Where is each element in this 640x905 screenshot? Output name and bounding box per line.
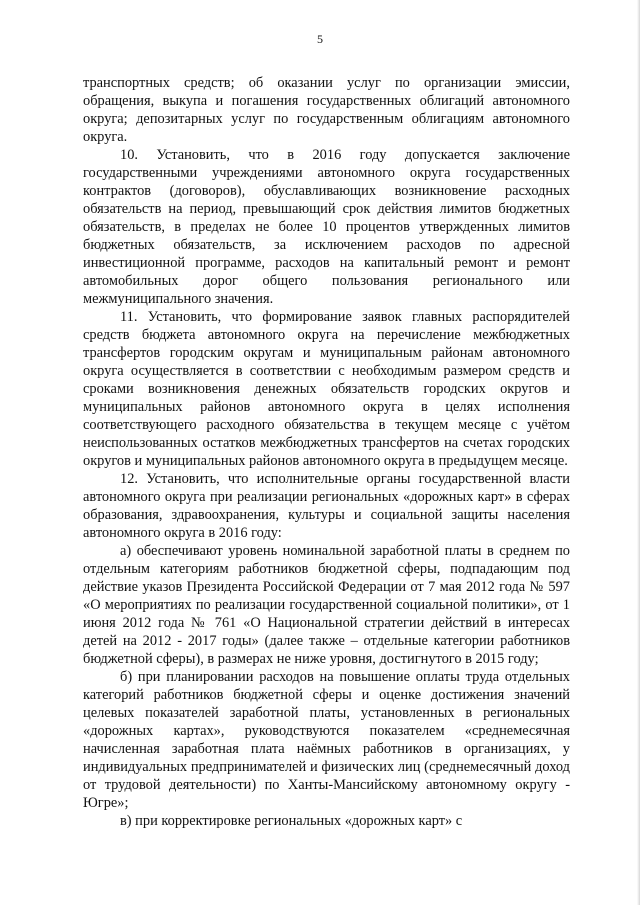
document-body	[83, 74, 570, 830]
subparagraph-b: б) при планировании расходов на повышение оплаты труда отдельных категорий работников бюджетной сферы и оценке достижения значений целевых показателей заработной платы, установленных в региональных «дорожных картах», руководствуются показателем «среднемесячная начисленная заработная плата наёмных работников в организациях, у индивидуальных предпринимателей и физических лиц (среднемесячный доход от трудовой деятельности) по Ханты-Мансийскому автономному округу - Югре»;	[83, 669, 570, 811]
page-number: 5	[317, 32, 323, 46]
paragraph-10: 10. Установить, что в 2016 году допускается заключение государственными учреждениями автономного округа государственных контрактов (договоров), обуславливающих возникновение расходных обязательств на период, превышающий срок действия лимитов бюджетных обязательств, в пределах не более 10 процентов утвержденных лимитов бюджетных обязательств, за исключением расходов по адресной инвестиционной программе, расходов на капитальный ремонт и ремонт автомобильных дорог общего пользования регионального или межмуниципального значения.	[83, 147, 570, 307]
paragraph-11: 11. Установить, что формирование заявок главных распорядителей средств бюджета автономного округа на перечисление межбюджетных трансфертов городским округам и муниципальным районам автономного округа осуществляется в соответствии с необходимым размером средств и сроками возникновения денежных обязательств городских округов и муниципальных районов автономного округа в целях исполнения соответствующего расходного обязательства в текущем месяце с учётом неиспользованных остатков межбюджетных трансфертов на счетах городских округов и муниципальных районов автономного округа в предыдущем месяце.	[83, 309, 570, 469]
subparagraph-v: в) при корректировке региональных «дорожных карт» с	[120, 813, 463, 829]
paragraph-continuation: транспортных средств; об оказании услуг по организации эмиссии, обращения, выкупа и погашения государственных облигаций автономного округа; депозитарных услуг по государственным облигациям автономного округа.	[83, 75, 570, 145]
paragraph-12: 12. Установить, что исполнительные органы государственной власти автономного округа при реализации региональных «дорожных карт» в сферах образования, здравоохранения, культуры и социальной защиты населения автономного округа в 2016 году:	[83, 471, 570, 541]
subparagraph-a: а) обеспечивают уровень номинальной заработной платы в среднем по отдельным категориям работников бюджетной сферы, подпадающим под действие указов Президента Российской Федерации от 7 мая 2012 года № 597 «О мероприятиях по реализации государственной социальной политики», от 1 июня 2012 года № 761 «О Национальной стратегии действий в интересах детей на 2012 - 2017 годы» (далее также – отдельные категории работников бюджетной сферы), в размерах не ниже уровня, достигнутого в 2015 году;	[83, 543, 570, 667]
